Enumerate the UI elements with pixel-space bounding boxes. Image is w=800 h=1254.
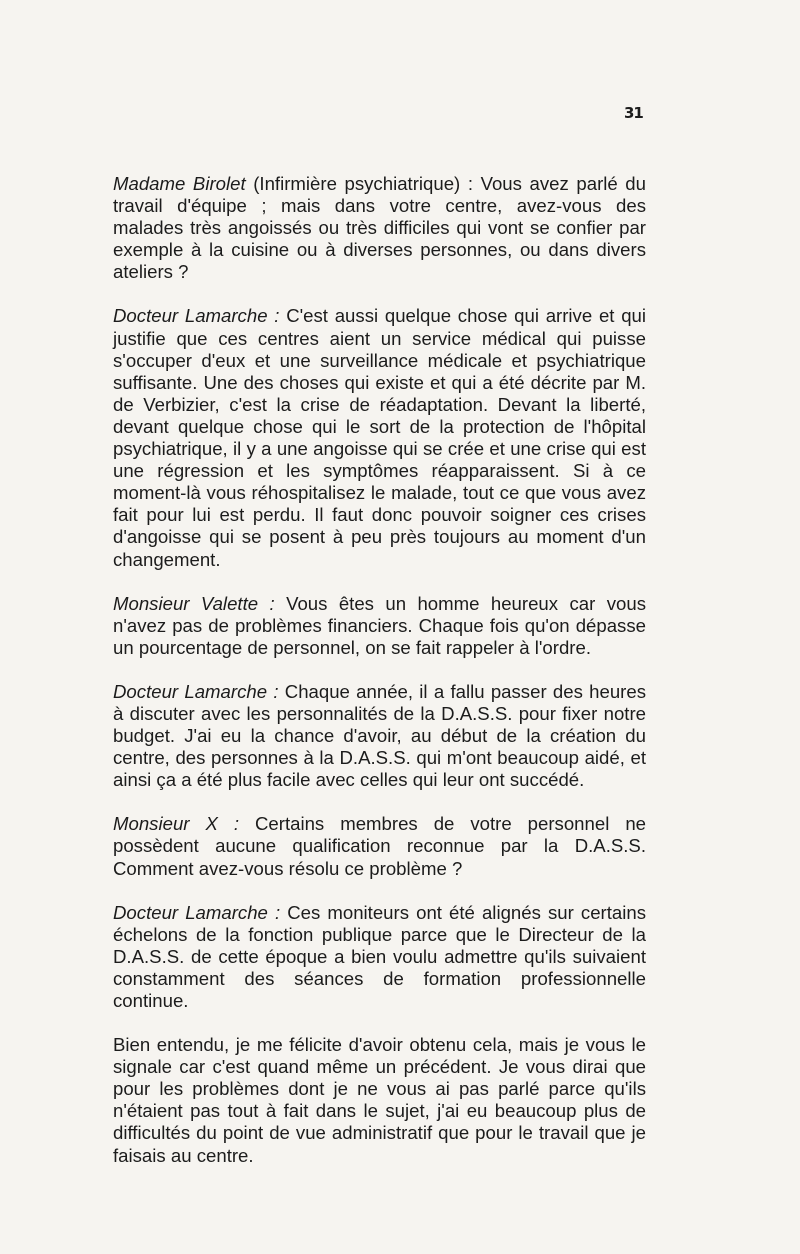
paragraph-text: Vous êtes un homme heureux car vous n'avez pas de problèmes financiers. Chaque fois qu'on dépasse un pourcentage de personnel, on se fait rappeler à l'ordre. [113,592,646,658]
speaker-name: Docteur Lamarche : [113,901,281,923]
paragraph-text: Bien entendu, je me félicite d'avoir obtenu cela, mais je vous le signale car c'est quand même un précédent. Je vous dirai que pour les problèmes dont je ne vous ai pas parlé parce qu'ils n'étaient pas tout à fait dans le sujet, j'ai eu beaucoup plus de difficultés du point de vue administratif que pour le travail que je faisais au centre. [113,1034,646,1166]
paragraph-text: C'est aussi quelque chose qui arrive et qui justifie que ces centres aient un service médical qui puisse s'occuper d'eux et une surveillance médicale et psychiatrique suffisante. Une des choses qui existe et qui a été décrite par M. de Verbizier, c'est la crise de réadaptation. Devant la liberté, devant quelque chose qui le sort de la protection de l'hôpital psychiatrique, il y a une angoisse qui se crée et une crise qui est une régression et les symptômes réapparaissent. Si à ce moment-là vous réhospitalisez le malade, tout ce que vous avez fait pour lui est perdu. Il faut donc pouvoir soigner ces crises d'angoisse qui se posent à peu près toujours au moment d'un changement. [113,305,647,570]
paragraph-text: (Infirmière psychiatrique) : Vous avez parlé du travail d'équipe ; mais dans votre centre, avez-vous des malades très angoissés ou très difficiles qui vont se confier par exemple à la cuisine ou à diverses personnes, ou dans divers ateliers ? [113,173,646,283]
speaker-name: Monsieur X : [113,813,240,835]
paragraph-monsieur-x [113,813,646,879]
speaker-name: Madame Birolet [113,173,246,194]
paragraph-valette [113,593,646,659]
paragraph-text: Ces moniteurs ont été alignés sur certains échelons de la fonction publique parce que le Directeur de la D.A.S.S. de cette époque a bien voulu admettre qu'ils suivaient constamment des séances de formation professionnelle continue. [113,901,647,1011]
text-column [113,173,646,1189]
paragraph-text: Certains membres de votre personnel ne possèdent aucune qualification reconnue par la D.A.S.S. Comment avez-vous résolu ce problème ? [113,813,647,879]
speaker-name: Docteur Lamarche : [113,305,280,327]
paragraph-lamarche-continued [113,1034,646,1167]
paragraph-lamarche-3 [113,902,646,1012]
page-number: 31 [624,104,643,122]
paragraph-text: Chaque année, il a fallu passer des heures à discuter avec les personnalités de la D.A.S.S. pour fixer notre budget. J'ai eu la chance d'avoir, au début de la création du centre, des personnes à la D.A.S.S. qui m'ont beaucoup aidé, et ainsi ça a été plus facile avec celles qui leur ont succédé. [113,680,646,791]
speaker-name: Docteur Lamarche : [113,680,279,702]
paragraph-lamarche-1 [113,305,646,570]
paragraph-birolet [113,173,646,283]
paragraph-lamarche-2 [113,681,646,791]
speaker-name: Monsieur Valette : [113,592,275,614]
